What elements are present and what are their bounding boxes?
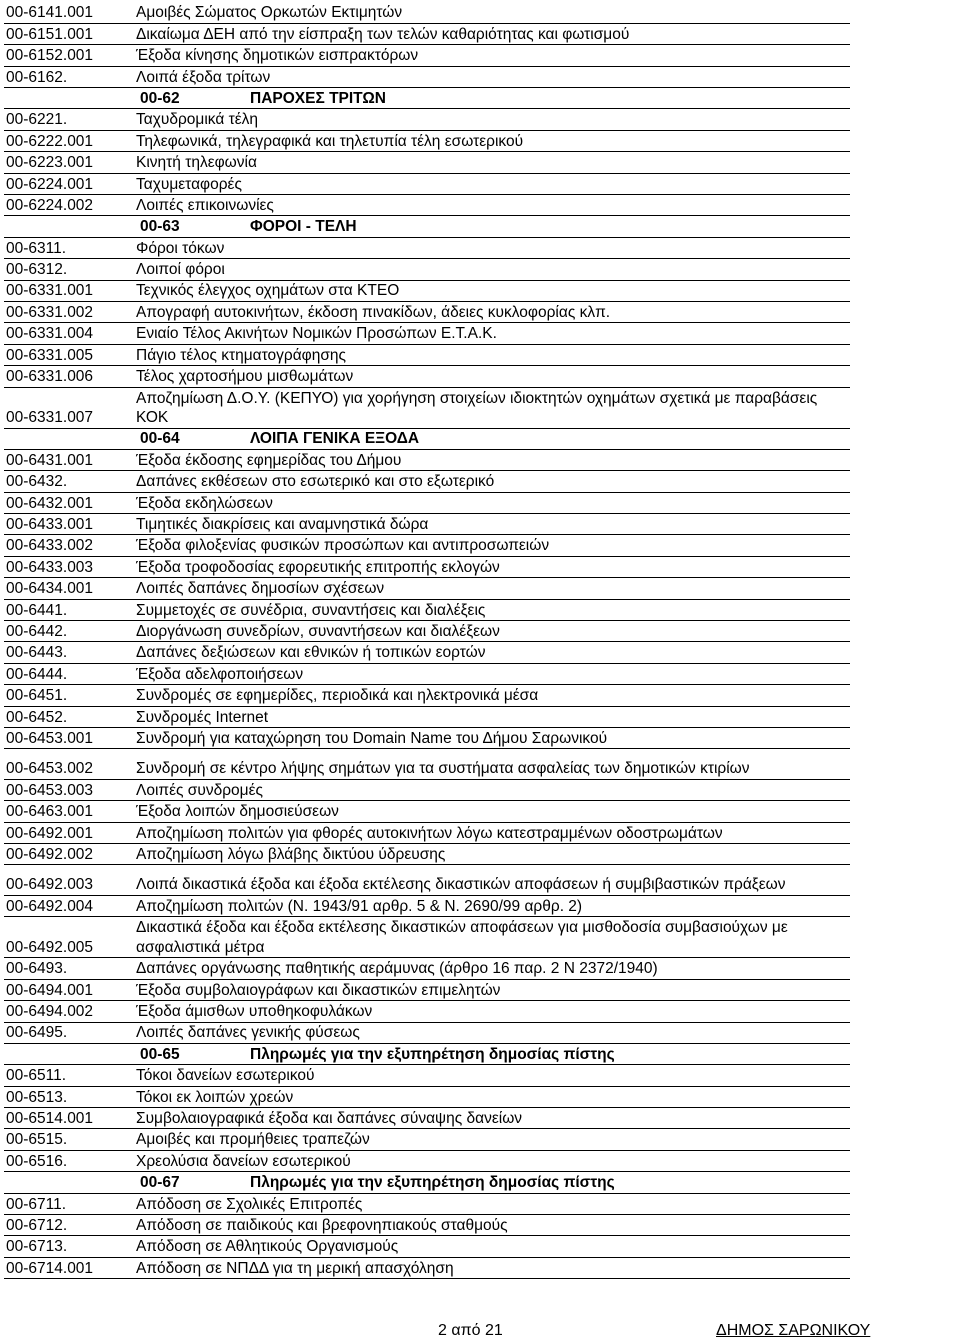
account-code: 00-6453.001 [4,728,132,749]
account-code: 00-6224.002 [4,195,132,216]
account-description: Συνδρομή σε κέντρο λήψης σημάτων για τα συστήματα ασφαλείας των δημοτικών κτιρίων [132,749,850,780]
account-description: Λοιπές συνδρομές [132,779,850,800]
section-heading-code-cell [4,428,132,449]
account-description: Έξοδα άμισθων υποθηκοφυλάκων [132,1001,850,1022]
account-code: 00-6224.001 [4,173,132,194]
organization-name: ΔΗΜΟΣ ΣΑΡΩΝΙΚΟΥ [716,1322,871,1339]
table-row [4,130,850,151]
table-row [4,706,850,727]
table-row [4,578,850,599]
account-description: Έξοδα κίνησης δημοτικών εισπρακτόρων [132,45,850,66]
section-heading-cell [132,216,850,237]
table-row [4,822,850,843]
account-description: Ταχυμεταφορές [132,173,850,194]
table-body [4,2,850,1279]
section-heading-cell [132,1043,850,1064]
table-row [4,323,850,344]
table-row [4,979,850,1000]
account-code: 00-6331.002 [4,301,132,322]
account-code: 00-6442. [4,621,132,642]
account-code: 00-6511. [4,1065,132,1086]
account-description: Έξοδα λοιπών δημοσιεύσεων [132,801,850,822]
table-row [4,621,850,642]
account-code: 00-6222.001 [4,130,132,151]
account-description: Αποζημίωση Δ.Ο.Υ. (ΚΕΠΥΟ) για χορήγηση στοιχείων ιδιοκτητών οχημάτων σχετικά με παραβάσεις ΚΟΚ [132,387,850,428]
account-description: Λοιπά δικαστικά έξοδα και έξοδα εκτέλεσης δικαστικών αποφάσεων ή συμβιβαστικών πράξεων [132,865,850,896]
account-code: 00-6493. [4,958,132,979]
account-description: Αμοιβές και προμήθειες τραπεζών [132,1129,850,1150]
table-row [4,556,850,577]
account-description: Έξοδα συμβολαιογράφων και δικαστικών επιμελητών [132,979,850,1000]
account-code: 00-6331.001 [4,280,132,301]
section-title: ΦΟΡΟΙ - ΤΕΛΗ [250,218,357,236]
table-row [4,865,850,896]
account-description: Αποζημίωση λόγω βλάβης δικτύου ύδρευσης [132,844,850,865]
account-description: Δαπάνες εκθέσεων στο εσωτερικό και στο εξωτερικό [132,471,850,492]
table-row [4,2,850,23]
table-row [4,642,850,663]
account-description: Ταχυδρομικά τέλη [132,109,850,130]
table-row [4,779,850,800]
table-row [4,301,850,322]
table-row [4,1022,850,1043]
table-row [4,195,850,216]
table-row [4,471,850,492]
account-description: Συνδρομές σε εφημερίδες, περιοδικά και ηλεκτρονικά μέσα [132,685,850,706]
account-code: 00-6433.002 [4,535,132,556]
account-description: Έξοδα εκδηλώσεων [132,492,850,513]
section-code: 00-64 [140,430,180,448]
section-heading-row [4,1043,850,1064]
section-code: 00-65 [140,1045,180,1063]
table-row [4,66,850,87]
section-heading-row [4,88,850,109]
account-code: 00-6494.002 [4,1001,132,1022]
section-heading-code-cell [4,216,132,237]
table-row [4,366,850,387]
table-row [4,449,850,470]
account-code: 00-6441. [4,599,132,620]
table-row [4,1193,850,1214]
account-code: 00-6162. [4,66,132,87]
table-row [4,749,850,780]
account-code: 00-6711. [4,1193,132,1214]
table-row [4,1001,850,1022]
account-code: 00-6712. [4,1215,132,1236]
account-description: Δικαίωμα ΔΕΗ από την είσπραξη των τελών καθαριότητας και φωτισμού [132,23,850,44]
account-code: 00-6151.001 [4,23,132,44]
section-title: Πληρωμές για την εξυπηρέτηση δημοσίας πίστης [250,1045,615,1063]
account-description: Δαπάνες οργάνωσης παθητικής αεράμυνας (άρθρο 16 παρ. 2 Ν 2372/1940) [132,958,850,979]
account-code: 00-6514.001 [4,1108,132,1129]
account-code: 00-6492.004 [4,895,132,916]
budget-codes-table [4,2,850,1279]
table-row [4,280,850,301]
account-code: 00-6434.001 [4,578,132,599]
section-code: 00-67 [140,1174,180,1192]
table-row [4,173,850,194]
account-description: Τόκοι δανείων εσωτερικού [132,1065,850,1086]
account-code: 00-6432. [4,471,132,492]
account-description: Έξοδα αδελφοποιήσεων [132,663,850,684]
table-row [4,895,850,916]
account-code: 00-6431.001 [4,449,132,470]
table-row [4,1236,850,1257]
account-description: Λοιπές επικοινωνίες [132,195,850,216]
table-row [4,958,850,979]
table-row [4,535,850,556]
account-description: Χρεολύσια δανείων εσωτερικού [132,1150,850,1171]
account-code: 00-6452. [4,706,132,727]
budget-codes-table-container [4,2,850,1279]
table-row [4,801,850,822]
account-code: 00-6331.006 [4,366,132,387]
account-code: 00-6453.003 [4,779,132,800]
account-code: 00-6492.001 [4,822,132,843]
account-description: Αποζημίωση πολιτών για φθορές αυτοκινήτων λόγω κατεστραμμένων οδοστρωμάτων [132,822,850,843]
account-code: 00-6492.003 [4,865,132,896]
account-description: Λοιποί φόροι [132,259,850,280]
table-row [4,344,850,365]
section-code: 00-63 [140,218,180,236]
account-description: Τόκοι εκ λοιπών χρεών [132,1086,850,1107]
section-heading-code-cell [4,88,132,109]
account-code: 00-6444. [4,663,132,684]
account-code: 00-6141.001 [4,2,132,23]
account-code: 00-6453.002 [4,749,132,780]
account-code: 00-6492.005 [4,917,132,958]
account-code: 00-6311. [4,237,132,258]
table-row [4,152,850,173]
account-description: Απογραφή αυτοκινήτων, έκδοση πινακίδων, άδειες κυκλοφορίας κλπ. [132,301,850,322]
account-code: 00-6331.004 [4,323,132,344]
account-description: Έξοδα έκδοσης εφημερίδας του Δήμου [132,449,850,470]
table-row [4,1086,850,1107]
page-number: 2 από 21 [438,1322,503,1339]
section-title: ΠΑΡΟΧΕΣ ΤΡΙΤΩΝ [250,89,386,107]
account-code: 00-6495. [4,1022,132,1043]
account-description: Αποζημίωση πολιτών (Ν. 1943/91 αρθρ. 5 & Ν. 2690/99 αρθρ. 2) [132,895,850,916]
account-description: Κινητή τηλεφωνία [132,152,850,173]
account-description: Έξοδα φιλοξενίας φυσικών προσώπων και αντιπροσωπειών [132,535,850,556]
table-row [4,237,850,258]
account-description: Απόδοση σε Αθλητικούς Οργανισμούς [132,1236,850,1257]
account-code: 00-6223.001 [4,152,132,173]
account-description: Συνδρομή για καταχώρηση του Domain Name του Δήμου Σαρωνικού [132,728,850,749]
account-description: Λοιπά έξοδα τρίτων [132,66,850,87]
table-row [4,844,850,865]
table-row [4,1065,850,1086]
account-description: Δαπάνες δεξιώσεων και εθνικών ή τοπικών εορτών [132,642,850,663]
account-code: 00-6451. [4,685,132,706]
account-code: 00-6221. [4,109,132,130]
table-row [4,514,850,535]
table-row [4,1215,850,1236]
table-row [4,1257,850,1278]
account-description: Συμβολαιογραφικά έξοδα και δαπάνες σύναψης δανείων [132,1108,850,1129]
section-heading-cell [132,1172,850,1193]
account-code: 00-6513. [4,1086,132,1107]
section-heading-row [4,216,850,237]
account-code: 00-6443. [4,642,132,663]
section-heading-cell [132,88,850,109]
section-heading-code-cell [4,1043,132,1064]
section-title: ΛΟΙΠΑ ΓΕΝΙΚΑ ΕΞΟΔΑ [250,430,420,448]
account-description: Απόδοση σε ΝΠΔΔ για τη μερική απασχόληση [132,1257,850,1278]
table-row [4,599,850,620]
account-code: 00-6713. [4,1236,132,1257]
table-row [4,259,850,280]
section-code: 00-62 [140,89,180,107]
account-code: 00-6492.002 [4,844,132,865]
account-description: Συμμετοχές σε συνέδρια, συναντήσεις και διαλέξεις [132,599,850,620]
table-row [4,917,850,958]
section-title: Πληρωμές για την εξυπηρέτηση δημοσίας πίστης [250,1174,615,1192]
account-code: 00-6312. [4,259,132,280]
account-description: Πάγιο τέλος κτηματογράφησης [132,344,850,365]
account-description: Τεχνικός έλεγχος οχημάτων στα ΚΤΕΟ [132,280,850,301]
section-heading-row [4,428,850,449]
account-description: Τέλος χαρτοσήμου μισθωμάτων [132,366,850,387]
account-description: Τηλεφωνικά, τηλεγραφικά και τηλετυπία τέλη εσωτερικού [132,130,850,151]
table-row [4,387,850,428]
table-row [4,1150,850,1171]
section-heading-cell [132,428,850,449]
table-row [4,663,850,684]
section-heading-row [4,1172,850,1193]
account-code: 00-6515. [4,1129,132,1150]
table-row [4,1129,850,1150]
table-row [4,685,850,706]
account-description: Λοιπές δαπάνες γενικής φύσεως [132,1022,850,1043]
account-description: Φόροι τόκων [132,237,850,258]
account-code: 00-6433.003 [4,556,132,577]
account-code: 00-6714.001 [4,1257,132,1278]
account-description: Συνδρομές Internet [132,706,850,727]
account-description: Λοιπές δαπάνες δημοσίων σχέσεων [132,578,850,599]
table-row [4,45,850,66]
account-code: 00-6152.001 [4,45,132,66]
account-description: Τιμητικές διακρίσεις και αναμνηστικά δώρα [132,514,850,535]
table-row [4,1108,850,1129]
account-code: 00-6331.007 [4,387,132,428]
table-row [4,492,850,513]
section-heading-code-cell [4,1172,132,1193]
account-description: Αμοιβές Σώματος Ορκωτών Εκτιμητών [132,2,850,23]
account-code: 00-6494.001 [4,979,132,1000]
table-row [4,109,850,130]
account-description: Έξοδα τροφοδοσίας εφορευτικής επιτροπής εκλογών [132,556,850,577]
account-code: 00-6331.005 [4,344,132,365]
account-description: Δικαστικά έξοδα και έξοδα εκτέλεσης δικαστικών αποφάσεων για μισθοδοσία συμβασιούχων με ασφαλιστικά μέτρα [132,917,850,958]
table-row [4,23,850,44]
account-code: 00-6463.001 [4,801,132,822]
account-code: 00-6432.001 [4,492,132,513]
account-description: Απόδοση σε Σχολικές Επιτροπές [132,1193,850,1214]
account-code: 00-6433.001 [4,514,132,535]
account-description: Ενιαίο Τέλος Ακινήτων Νομικών Προσώπων Ε.Τ.Α.Κ. [132,323,850,344]
page-footer [0,1322,960,1342]
account-description: Διοργάνωση συνεδρίων, συναντήσεων και διαλέξεων [132,621,850,642]
account-code: 00-6516. [4,1150,132,1171]
account-description: Απόδοση σε παιδικούς και βρεφονηπιακούς σταθμούς [132,1215,850,1236]
table-row [4,728,850,749]
